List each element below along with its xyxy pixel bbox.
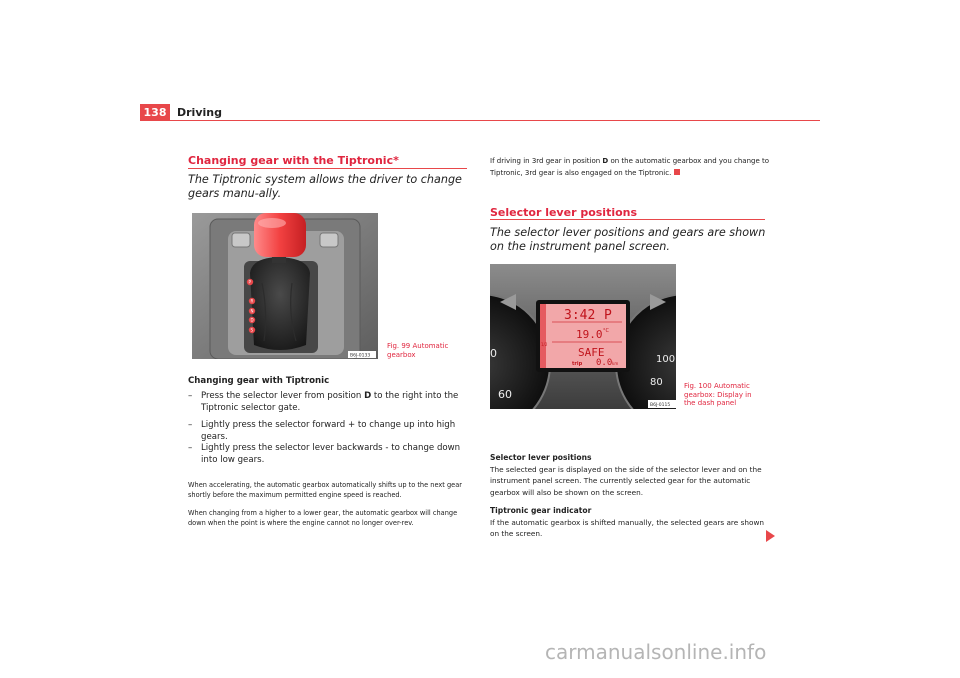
display-time: 3:42: [564, 308, 596, 323]
step-3: [188, 443, 472, 469]
gauge-label-80: 80: [650, 377, 663, 388]
display-trip-label: trip: [572, 361, 583, 367]
step-2-text: Lightly press the selector forward + to change up into high gears.: [201, 420, 456, 442]
selector-positions-text: The selected gear is displayed on the side of the selector lever and on the instrument panel screen. The currently selected gear for the automatic gearbox will also be shown on the screen.: [490, 465, 762, 497]
selector-positions-heading: Selector lever positions: [490, 453, 592, 462]
gauge-label-100: 100: [656, 354, 676, 365]
section-subtitle: The selector lever positions and gears are shown on the instrument panel screen.: [490, 226, 766, 253]
gear-letter-r: R: [250, 298, 254, 304]
section-title-selector: Selector lever positions: [490, 206, 638, 219]
intro-post: on the automatic gearbox and you change to Tiptronic, 3rd gear is also engaged on the Tiptronic.: [490, 157, 770, 177]
chapter-title: Driving: [177, 106, 222, 119]
step-dash: –: [188, 391, 193, 401]
figure-100-code: B6J-0115: [650, 403, 671, 408]
header-rule: [140, 120, 820, 121]
end-of-section-mark: [674, 169, 680, 175]
display-trip-value: 0.0: [596, 358, 613, 368]
figure-99-caption: Fig. 99 Automatic gearbox: [387, 342, 449, 359]
next-page-arrow-icon[interactable]: [766, 530, 775, 542]
section-subtitle: The Tiptronic system allows the driver to change gears manu-ally.: [188, 173, 462, 200]
gear-lever-illustration: [192, 213, 378, 359]
display-fuel-half: 1/2: [541, 342, 548, 347]
gear-letter-p: P: [248, 279, 251, 285]
gauge-label-60: 60: [498, 388, 512, 401]
watermark: carmanualsonline.info: [545, 640, 767, 664]
step-1-pre: Press the selector lever from position: [201, 391, 365, 401]
step-dash: –: [188, 443, 193, 453]
step-1-post: to the right into the Tiptronic selector gate.: [201, 391, 459, 413]
section-rule: [188, 168, 467, 169]
gear-letter-d: D: [250, 317, 254, 323]
figure-99-code: B6J-0133: [350, 353, 371, 359]
display-trip-unit: km: [612, 361, 619, 366]
step-1: [188, 391, 472, 417]
note-accelerating: When accelerating, the automatic gearbox automatically shifts up to the next gear shortly before the maximum permitted engine speed is reached.: [188, 481, 462, 499]
step-2: [188, 420, 472, 442]
gear-letter-n: N: [250, 308, 254, 314]
section-title-tiptronic: Changing gear with the Tiptronic*: [188, 154, 399, 167]
gauge-label-0: 0: [490, 347, 497, 360]
dash-panel-illustration: [490, 264, 676, 409]
intro-pre: If driving in 3rd gear in position: [490, 157, 603, 165]
display-status: SAFE: [578, 346, 605, 359]
section-rule: [490, 219, 765, 220]
step-3-text: Lightly press the selector lever backwards - to change down into low gears.: [201, 443, 461, 465]
intro-paragraph: [490, 155, 772, 179]
figure-dash-panel: [490, 264, 676, 409]
steps-heading: Changing gear with Tiptronic: [188, 376, 330, 386]
intro-bold: D: [602, 157, 609, 165]
tiptronic-indicator-heading: Tiptronic gear indicator: [490, 506, 592, 515]
tiptronic-indicator-text: If the automatic gearbox is shifted manually, the selected gears are shown on the screen.: [490, 518, 765, 539]
display-temperature: 19.0: [576, 328, 603, 341]
display-temperature-unit: °C: [603, 328, 609, 334]
gear-letter-s: S: [250, 327, 254, 333]
step-dash: –: [188, 420, 193, 430]
figure-gear-lever: [192, 213, 378, 359]
page-number: 138: [140, 104, 170, 121]
note-downshift: When changing from a higher to a lower gear, the automatic gearbox will change down when the point is where the engine cannot no longer over-rev.: [188, 509, 458, 527]
figure-100-caption: Fig. 100 Automatic gearbox: Display in the dash panel: [684, 382, 752, 407]
display-gear: P: [604, 308, 612, 323]
step-1-bold: D: [364, 391, 372, 401]
